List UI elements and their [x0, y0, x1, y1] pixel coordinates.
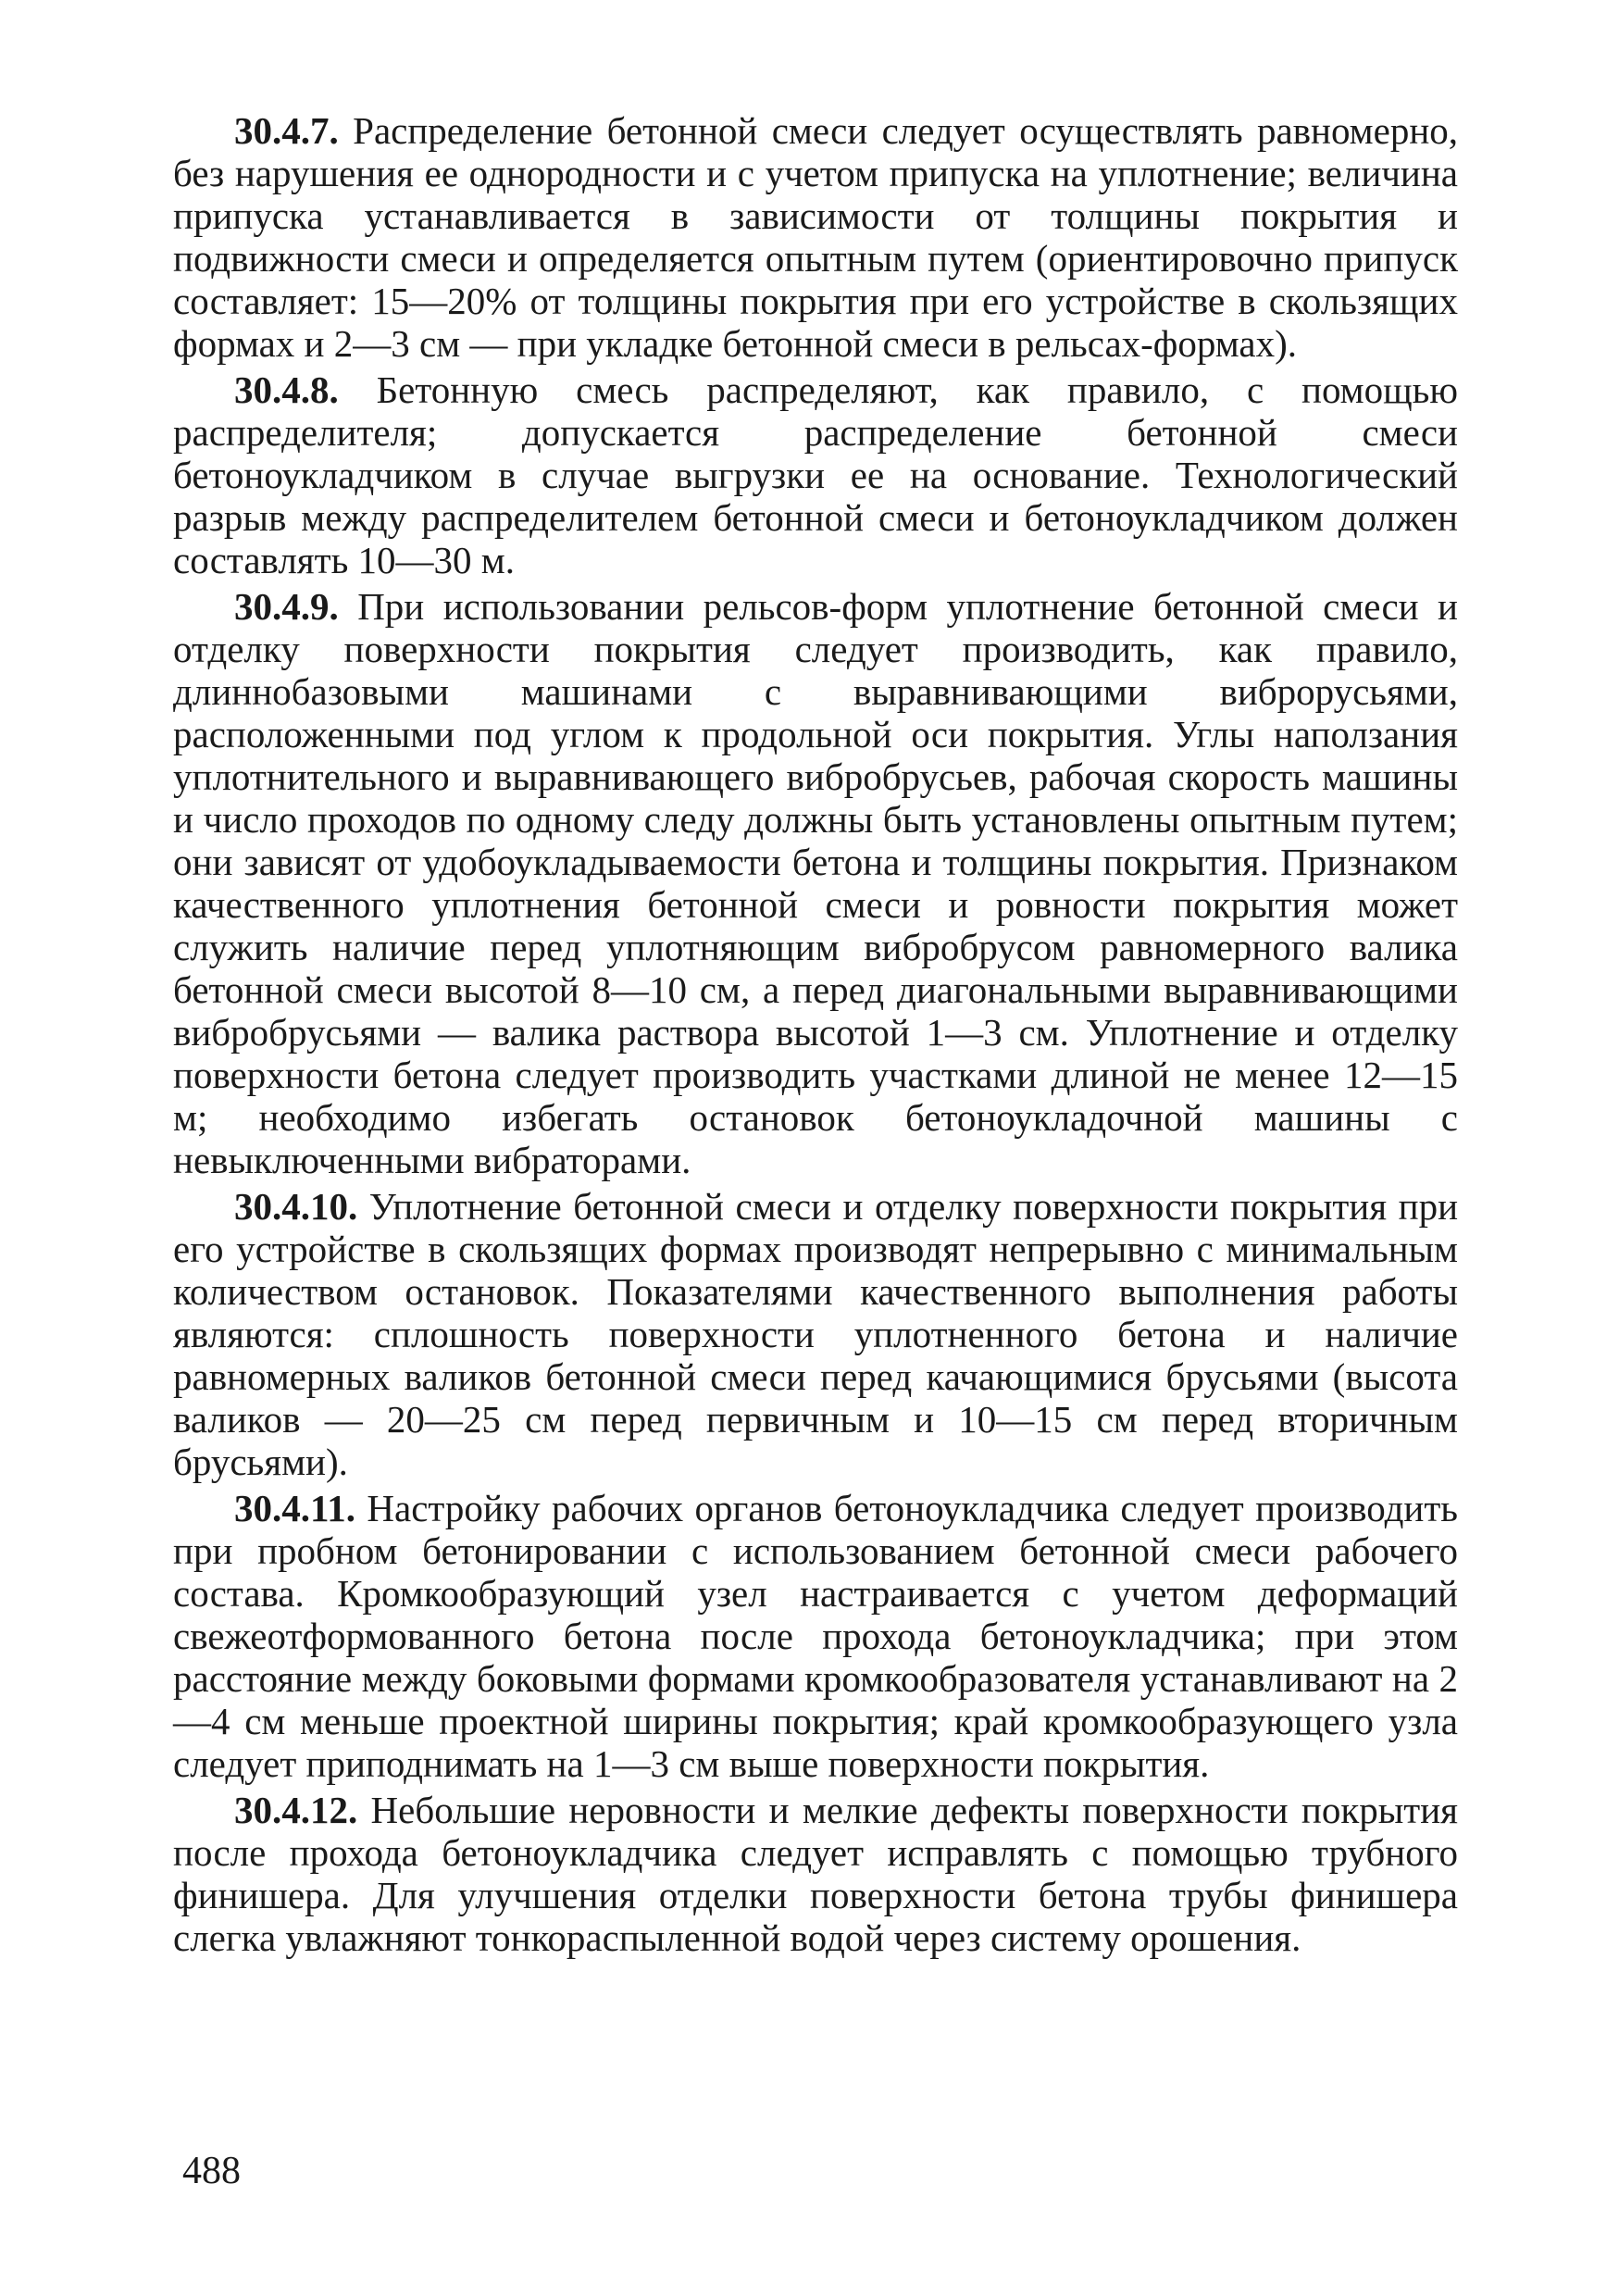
paragraph-text: Распределение бетонной смеси следует осуществлять равномерно, без нарушения ее однородности и с учетом припуска на уплотнение; величина припуска устанавливается в зависимости от толщины покрытия и подвижности смеси и определяется опытным путем (ориентировочно припуск составляет: 15—20% от толщины покрытия при его устройстве в скользящих формах и 2—3 см — при укладке бетонной смеси в рельсах-формах).: [173, 109, 1459, 365]
paragraph-number: 30.4.10.: [234, 1185, 358, 1228]
paragraph-30-4-12: [173, 1789, 1458, 1959]
paragraph-text: Бетонную смесь распределяют, как правило, с помощью распределителя; допускается распределение бетонной смеси бетоноукладчиком в случае выгрузки ее на основание. Технологический разрыв между распределителем бетонной смеси и бетоноукладчиком должен составлять 10—30 м.: [173, 368, 1459, 581]
paragraph-30-4-10: [173, 1185, 1458, 1483]
paragraph-30-4-8: [173, 368, 1458, 581]
paragraph-30-4-9: [173, 585, 1458, 1181]
paragraph-text: Уплотнение бетонной смеси и отделку поверхности покрытия при его устройстве в скользящих формах производят непрерывно с минимальным количеством остановок. Показателями качественного выполнения работы являются: сплошность поверхности уплотненного бетона и наличие равномерных валиков бетонной смеси перед качающимися брусьями (высота валиков — 20—25 см перед первичным и 10—15 см перед вторичным брусьями).: [173, 1185, 1459, 1483]
paragraph-text: Небольшие неровности и мелкие дефекты поверхности покрытия после прохода бетоноукладчика следует исправлять с помощью трубного финишера. Для улучшения отделки поверхности бетона трубы финишера слегка увлажняют тонкораспыленной водой через систему орошения.: [173, 1789, 1458, 1959]
page-body: [173, 109, 1458, 1963]
paragraph-30-4-7: [173, 109, 1458, 365]
page-number: 488: [182, 2150, 241, 2192]
paragraph-number: 30.4.9.: [234, 585, 339, 628]
paragraph-number: 30.4.12.: [234, 1789, 358, 1831]
paragraph-number: 30.4.8.: [234, 368, 339, 411]
paragraph-30-4-11: [173, 1487, 1458, 1785]
paragraph-number: 30.4.7.: [234, 109, 339, 152]
paragraph-text: Настройку рабочих органов бетоноукладчика следует производить при пробном бетонировании с использованием бетонной смеси рабочего состава. Кромкообразующий узел настраивается с учетом деформаций свежеотформованного бетона после прохода бетоноукладчика; при этом расстояние между боковыми формами кромкообразователя устанавливают на 2—4 см меньше проектной ширины покрытия; край кромкообразующего узла следует приподнимать на 1—3 см выше поверхности покрытия.: [173, 1487, 1458, 1785]
paragraph-text: При использовании рельсов-форм уплотнение бетонной смеси и отделку поверхности покрытия следует производить, как правило, длиннобазовыми машинами с выравнивающими виброрусьями, расположенными под углом к продольной оси покрытия. Углы наползания уплотнительного и выравнивающего вибробрусьев, рабочая скорость машины и число проходов по одному следу должны быть установлены опытным путем; они зависят от удобоукладываемости бетона и толщины покрытия. Признаком качественного уплотнения бетонной смеси и ровности покрытия может служить наличие перед уплотняющим вибробрусом равномерного валика бетонной смеси высотой 8—10 см, а перед диагональными выравнивающими вибробрусьями — валика раствора высотой 1—3 см. Уплотнение и отделку поверхности бетона следует производить участками длиной не менее 12—15 м; необходимо избегать остановок бетоноукладочной машины с невыключенными вибраторами.: [173, 585, 1459, 1181]
paragraph-number: 30.4.11.: [234, 1487, 355, 1529]
